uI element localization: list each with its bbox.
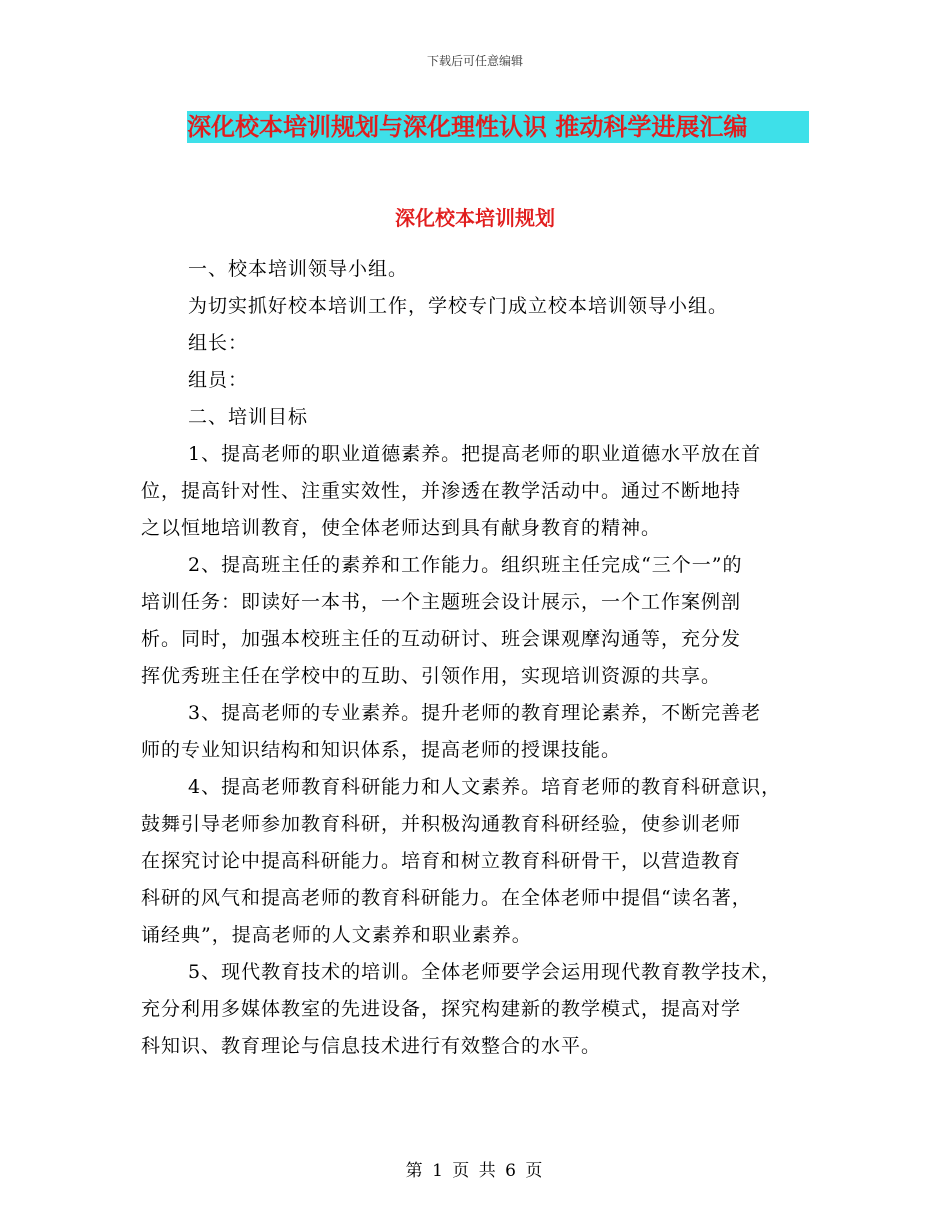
paragraph-leadership [141,288,821,325]
text-line: 诵经典”，提高老师的人文素养和职业素养。 [141,924,532,946]
paragraph-goal-1 [141,436,821,547]
text-line: 4、提高老师教育科研能力和人文素养。培育老师的教育科研意识， [188,776,782,798]
text-line: 一、校本培训领导小组。 [188,258,409,280]
text-line: 鼓舞引导老师参加教育科研，并积极沟通教育科研经验，使参训老师 [141,813,742,835]
text-line: 科知识、教育理论与信息技术进行有效整合的水平。 [141,1035,602,1057]
paragraph-goal-2 [141,547,821,695]
text-line: 为切实抓好校本培训工作，学校专门成立校本培训领导小组。 [188,295,729,317]
text-line: 科研的风气和提高老师的教育科研能力。在全体老师中提倡“读名著， [141,887,752,909]
text-line: 3、提高老师的专业素养。提升老师的教育理论素养，不断完善老 [188,702,762,724]
text-line: 2、提高班主任的素养和工作能力。组织班主任完成“三个一”的 [188,554,743,576]
group-members-line [141,362,821,399]
paragraph-goal-3 [141,695,821,769]
text-line: 之以恒地培训教育，使全体老师达到具有献身教育的精神。 [141,517,662,539]
heading-training-goals [141,399,821,436]
text-line: 在探究讨论中提高科研能力。培育和树立教育科研骨干，以营造教育 [141,850,742,872]
section-title: 深化校本培训规划 [395,206,555,230]
document-body [141,251,821,1065]
text-line: 位，提高针对性、注重实效性，并渗透在教学活动中。通过不断地持 [141,480,742,502]
text-line: 5、现代教育技术的培训。全体老师要学会运用现代教育教学技术， [188,961,782,983]
paragraph-goal-5 [141,954,821,1065]
heading-leadership-group [141,251,821,288]
page-header: 下载后可任意编辑 [426,54,523,68]
document-title: 深化校本培训规划与深化理性认识 推动科学进展汇编 [187,111,809,143]
paragraph-goal-4 [141,769,821,954]
text-line: 挥优秀班主任在学校中的互助、引领作用，实现培训资源的共享。 [141,665,722,687]
page-number: 第 1 页 共 6 页 [405,1161,545,1181]
text-line: 充分利用多媒体教室的先进设备，探究构建新的教学模式，提高对学 [141,998,742,1020]
text-line: 1、提高老师的职业道德素养。把提高老师的职业道德水平放在首 [188,443,762,465]
text-line: 组长： [188,332,249,354]
text-line: 培训任务：即读好一本书，一个主题班会设计展示，一个工作案例剖 [141,591,742,613]
text-line: 师的专业知识结构和知识体系，提高老师的授课技能。 [141,739,622,761]
text-line: 二、培训目标 [188,406,309,428]
text-line: 析。同时，加强本校班主任的互动研讨、班会课观摩沟通等，充分发 [141,628,742,650]
group-leader-line [141,325,821,362]
text-line: 组员： [188,369,249,391]
